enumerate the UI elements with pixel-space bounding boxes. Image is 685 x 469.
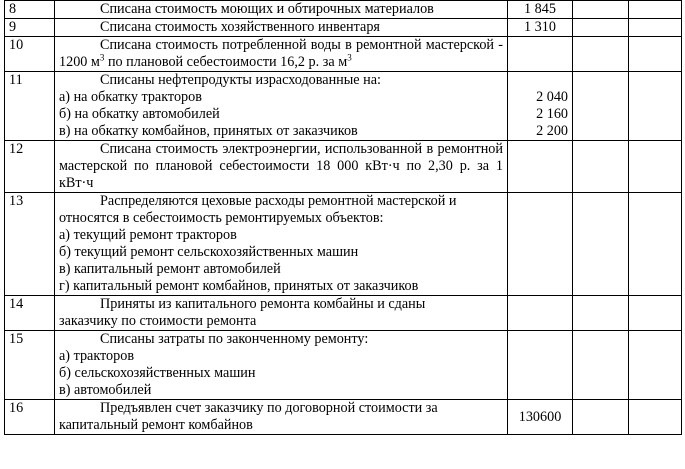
debit-cell [573,19,629,37]
row-description: Списаны нефтепродукты израсходованные на: а) на обкатку тракторов б) на обкатку автомобилей в) на обкатку комбайнов, принятых от заказчиков [55,72,508,141]
credit-cell [629,72,682,141]
row-description: Приняты из капитального ремонта комбайны и сданы заказчику по стоимости ремонта [55,296,508,331]
amount-cell: 1 310 [508,19,573,37]
credit-cell [629,331,682,400]
row-description: Распределяются цеховые расходы ремонтной мастерской и относятся в себестоимость ремонтируемых объектов: а) текущий ремонт тракторов б) текущий ремонт сельскохозяйственных машин в) капитальный ремонт автомобилей г) капитальный ремонт комбайнов, принятых от заказчиков [55,193,508,296]
table-row-10 [5,37,682,72]
amount-value: 2 040 [536,89,568,105]
row-number: 13 [5,193,55,296]
credit-cell [629,296,682,331]
row-number: 16 [5,400,55,435]
amount-cell: 1 845 [508,1,573,19]
table-row-12 [5,141,682,193]
table-row-13 [5,193,682,296]
row-number: 11 [5,72,55,141]
credit-cell [629,37,682,72]
row-number: 10 [5,37,55,72]
debit-cell [573,296,629,331]
row-description: Списана стоимость моющих и обтирочных материалов [55,1,508,19]
row-description: Предъявлен счет заказчику по договорной стоимости за капитальный ремонт комбайнов [55,400,508,435]
table-row-16 [5,400,682,435]
amount-cell [508,296,573,331]
credit-cell [629,19,682,37]
table-row-14 [5,296,682,331]
debit-cell [573,193,629,296]
debit-cell [573,72,629,141]
amount-value: 2 200 [536,123,568,139]
row-description: Списана стоимость электроэнергии, использованной в ремонтной мастерской по плановой себестоимости 18 000 кВт·ч по 2,30 р. за 1 кВт·ч [55,141,508,193]
amount-cell [508,193,573,296]
row-number: 15 [5,331,55,400]
table-row-9 [5,19,682,37]
credit-cell [629,400,682,435]
row-description: Списаны затраты по законченному ремонту: а) тракторов б) сельскохозяйственных машин в) автомобилей [55,331,508,400]
operations-table [4,0,682,435]
credit-cell [629,141,682,193]
table-row-8 [5,1,682,19]
table-row-11 [5,72,682,141]
amount-cell [508,72,573,141]
credit-cell [629,193,682,296]
row-description: Списана стоимость потребленной воды в ремонтной мастерской - 1200 $м^3$ по плановой себестоимости 16,2 р. за $м^3$ [55,37,508,72]
row-number: 14 [5,296,55,331]
debit-cell [573,331,629,400]
amount-cell: 130600 [508,400,573,435]
amount-cell [508,37,573,72]
amount-cell [508,331,573,400]
debit-cell [573,141,629,193]
amount-value: 2 160 [536,106,568,122]
credit-cell [629,1,682,19]
table-row-15 [5,331,682,400]
debit-cell [573,400,629,435]
row-number: 9 [5,19,55,37]
row-number: 12 [5,141,55,193]
debit-cell [573,1,629,19]
row-number: 8 [5,1,55,19]
debit-cell [573,37,629,72]
amount-cell [508,141,573,193]
row-description: Списана стоимость хозяйственного инвентаря [55,19,508,37]
